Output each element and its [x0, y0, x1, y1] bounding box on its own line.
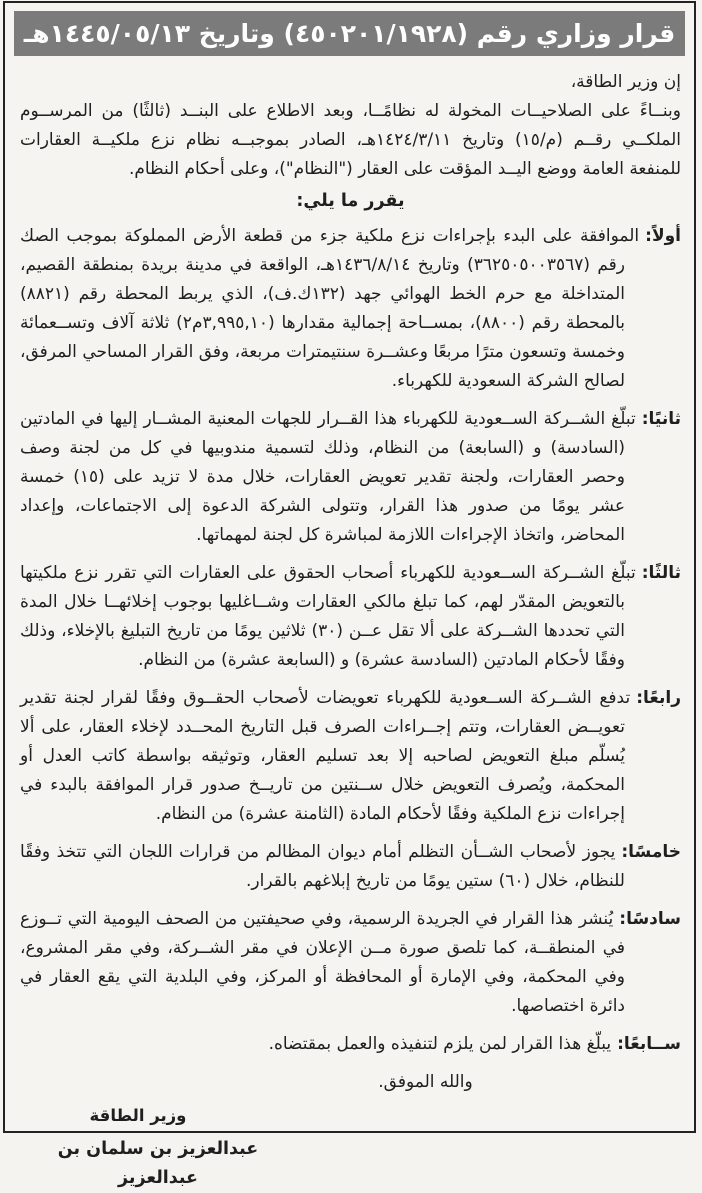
addressee-line: إن وزير الطاقة،	[570, 72, 681, 92]
decree-item-text: يُنشر هذا القرار في الجريدة الرسمية، وفي صحيفتين من الصحف اليومية التي تــوزع في المنطقــة، كما تلصق صورة مــن الإعلان في مقر الشــركة، وفي مقر المشروع، وفي المحكمة، وفي الإمارة أو المحافظة أو المركز، وفي البلدية التي يقع العقار في دائرة اختصاصها.	[20, 909, 625, 1016]
decree-item-seventh	[20, 1030, 681, 1059]
decree-item-fourth	[20, 684, 681, 829]
decree-item-text: الموافقة على البدء بإجراءات نزع ملكية جزء من قطعة الأرض المملوكة بموجب الصك رقم (٣٦٢٥٠٥٠٠٣٥٦٧) وتاريخ ١٤٣٦/٨/١٤هـ، الواقعة في مدينة بريدة بمنطقة القصيم، المتداخلة مع حرم الخط الهوائي جهد (١٣٢ك.ف)، الذي يربط المحطة رقم (٨٨٢١) بالمحطة رقم (٨٨٠٠)، بمســاحة إجمالية مقدارها (٣,٩٩٥,١٠م٢) ثلاثة آلاف وتســعمائة وخمسة وتسعون مترًا مربعًا وعشــرة سنتيمترات مربعة، وفق القرار المساحي المرفق، لصالح الشركة السعودية للكهرباء.	[20, 226, 640, 391]
decree-item-sixth	[20, 905, 681, 1021]
decree-item-text: تبلّغ الشــركة الســعودية للكهرباء هذا القــرار للجهات المعنية المشــار إليها في المادتين (السادسة) و (السابعة) من النظام، وذلك لتسمية مندوبيها في كل من لجنة وصف وحصر العقارات، ولجنة تقدير تعويض العقارات، خلال مدة لا تزيد على (١٥) خمسة عشر يومًا من صدور هذا القرار، وتتولى الشركة الدعوة إلى الاجتماعات، وإعداد المحاضر، واتخاذ الإجراءات اللازمة لمباشرة كل لجنة لمهماتها.	[20, 409, 636, 545]
decree-body	[5, 56, 694, 1193]
decree-item-text: تدفع الشــركة الســعودية للكهرباء تعويضات لأصحاب الحقــوق وفقًا لقرار لجنة تقدير تعويــض العقارات، وتتم إجــراءات الصرف قبل التاريخ المحــدد لإخلاء العقار، على ألا يُسلّم مبلغ التعويض لصاحبه إلا بعد تسليم العقار، وتوثيقه بواسطة كاتب العدل أو المحكمة، ويُصرف التعويض خلال ســنتين من تاريــخ صدور قرار الموافقة بالبدء في إجراءات نزع الملكية وفقًا لأحكام المادة (الثامنة عشرة) من النظام.	[20, 688, 631, 824]
decree-item-label: ثانيًا:	[641, 409, 681, 429]
signatory-title: وزير الطاقة	[89, 1106, 187, 1125]
decree-item-label: ثالثًا:	[641, 563, 681, 583]
decree-item-third	[20, 559, 681, 675]
decree-title: قرار وزاري رقم (٤٥٠٢٠١/١٩٢٨) وتاريخ ١٤٤٥/٠٥/١٣هـ	[23, 19, 676, 48]
decree-item-fifth	[20, 838, 681, 896]
decree-title-banner	[14, 11, 685, 56]
document-border-frame	[3, 1, 696, 1188]
decree-item-label: أولاً:	[645, 226, 681, 246]
decree-item-second	[20, 405, 681, 550]
decree-item-text: يجوز لأصحاب الشــأن التظلم أمام ديوان المظالم من قرارات اللجان التي تتخذ وفقًا للنظام، خلال (٦٠) ستين يومًا من تاريخ إبلاغهم بالقرار.	[20, 842, 625, 891]
signatory-name: عبدالعزيز بن سلمان بن عبدالعزيز	[57, 1139, 259, 1188]
closing-line: والله الموفق.	[378, 1072, 473, 1092]
decree-heading: يقرر ما يلي:	[296, 191, 405, 211]
decree-item-text: تبلّغ الشــركة الســعودية للكهرباء أصحاب الحقوق على العقارات التي تقرر نزع ملكيتها بالتعويض المقدّر لهم، كما تبلغ مالكي العقارات وشــاغليها بوجوب إخلائهــا خلال المدة التي تحددها الشــركة على ألا تقل عــن (٣٠) ثلاثين يومًا من تاريخ التبليغ بالإخلاء، وذلك وفقًا لأحكام المادتين (السادسة عشرة) و (السابعة عشرة) من النظام.	[20, 563, 636, 670]
decree-item-label: سادسًا:	[619, 909, 681, 929]
decree-item-text: يبلّغ هذا القرار لمن يلزم لتنفيذه والعمل بمقتضاه.	[268, 1034, 612, 1054]
signature-block	[22, 1101, 294, 1193]
decree-item-first	[20, 222, 681, 396]
decree-item-label: رابعًا:	[636, 688, 681, 708]
decree-item-label: خامسًا:	[621, 842, 681, 862]
decree-item-label: ســابعًا:	[617, 1034, 681, 1054]
preamble-paragraph: وبنــاءً على الصلاحيــات المخولة له نظامًــا، وبعد الاطلاع على البنــد (ثالثًا) من المرســوم الملكــي رقــم (م/١٥) وتاريخ ١٤٢٤/٣/١١هـ، الصادر بموجبــه نظام نزع ملكيــة العقارات للمنفعة العامة ووضع اليــد المؤقت على العقار ("النظام")، وعلى أحكام النظام.	[20, 101, 681, 179]
